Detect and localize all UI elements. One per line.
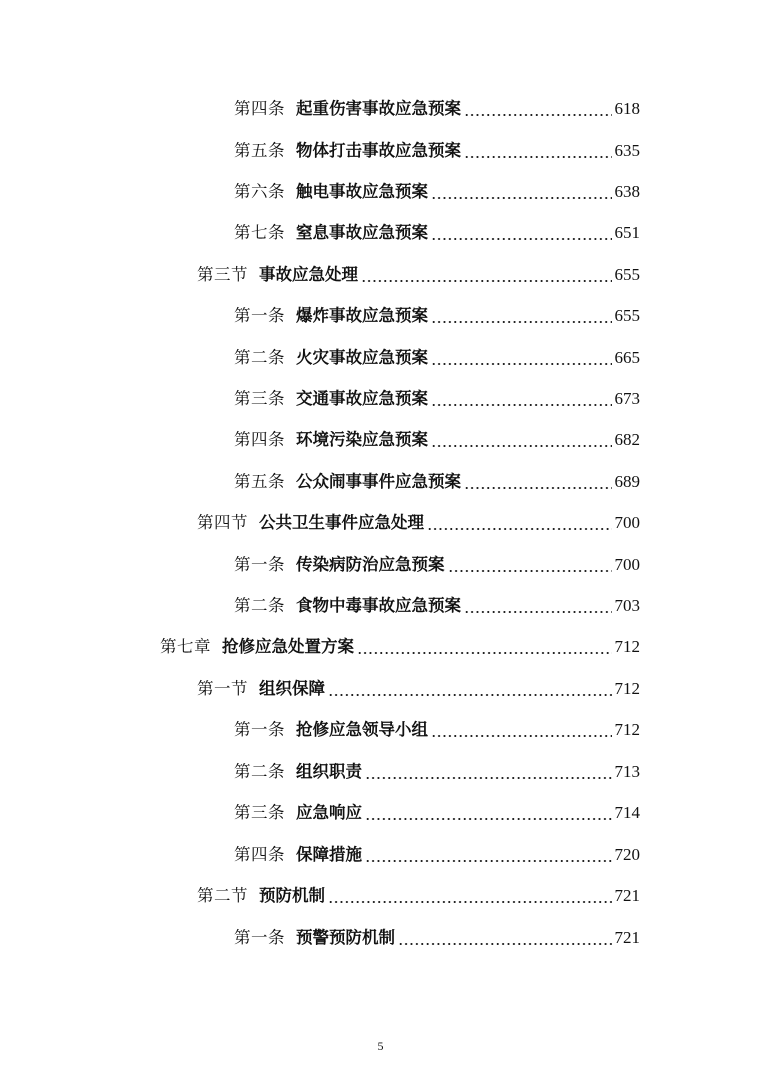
- entry-page: 618: [614, 99, 640, 118]
- entry-title: 触电事故应急预案: [296, 182, 428, 201]
- entry-title: 抢修应急处置方案: [222, 637, 354, 656]
- entry-number: 第三条: [234, 803, 285, 822]
- entry-page: 655: [614, 306, 640, 325]
- entry-number: 第四条: [234, 430, 285, 449]
- entry-page: 635: [614, 141, 640, 160]
- toc-entry[interactable]: [234, 96, 640, 122]
- toc-entry[interactable]: [197, 676, 640, 702]
- entry-page: 721: [614, 886, 640, 905]
- toc-entry[interactable]: [234, 717, 640, 743]
- entry-page: 689: [614, 472, 640, 491]
- entry-title: 公众闹事事件应急预案: [296, 472, 461, 491]
- entry-number: 第一节: [197, 679, 248, 698]
- dot-leader: [431, 444, 612, 448]
- toc-entry[interactable]: [234, 842, 640, 868]
- dot-leader: [328, 693, 612, 697]
- entry-page: 720: [614, 845, 640, 864]
- entry-number: 第二条: [234, 596, 285, 615]
- toc-entry[interactable]: [234, 386, 640, 412]
- entry-number: 第二条: [234, 762, 285, 781]
- toc-entry[interactable]: [234, 552, 640, 578]
- entry-page: 713: [614, 762, 640, 781]
- dot-leader: [365, 776, 612, 780]
- entry-page: 712: [614, 679, 640, 698]
- entry-title: 传染病防治应急预案: [296, 555, 445, 574]
- entry-number: 第三节: [197, 265, 248, 284]
- entry-number: 第二节: [197, 886, 248, 905]
- entry-number: 第三条: [234, 389, 285, 408]
- dot-leader: [427, 527, 612, 531]
- toc-entry[interactable]: [234, 925, 640, 951]
- entry-number: 第一条: [234, 555, 285, 574]
- entry-title: 保障措施: [296, 845, 362, 864]
- toc-entry[interactable]: [234, 469, 640, 495]
- entry-title: 组织保障: [259, 679, 325, 698]
- entry-page: 665: [614, 348, 640, 367]
- entry-number: 第二条: [234, 348, 285, 367]
- entry-title: 火灾事故应急预案: [296, 348, 428, 367]
- entry-page: 673: [614, 389, 640, 408]
- entry-page: 712: [614, 637, 640, 656]
- entry-page: 651: [614, 223, 640, 242]
- entry-title: 食物中毒事故应急预案: [296, 596, 461, 615]
- entry-number: 第五条: [234, 472, 285, 491]
- entry-number: 第四节: [197, 513, 248, 532]
- dot-leader: [464, 486, 612, 490]
- entry-number: 第四条: [234, 845, 285, 864]
- entry-page: 700: [614, 555, 640, 574]
- entry-number: 第七章: [160, 637, 211, 656]
- dot-leader: [365, 859, 612, 863]
- entry-title: 应急响应: [296, 803, 362, 822]
- toc-entry[interactable]: [234, 593, 640, 619]
- entry-title: 预防机制: [259, 886, 325, 905]
- entry-title: 预警预防机制: [296, 928, 395, 947]
- entry-page: 638: [614, 182, 640, 201]
- toc-entry[interactable]: [197, 510, 640, 536]
- dot-leader: [431, 362, 612, 366]
- toc-entry[interactable]: [234, 138, 640, 164]
- entry-number: 第四条: [234, 99, 285, 118]
- toc-entry[interactable]: [234, 220, 640, 246]
- entry-page: 714: [614, 803, 640, 822]
- entry-title: 起重伤害事故应急预案: [296, 99, 461, 118]
- toc-entry[interactable]: [234, 303, 640, 329]
- dot-leader: [398, 942, 612, 946]
- dot-leader: [357, 651, 612, 655]
- entry-page: 655: [614, 265, 640, 284]
- entry-title: 交通事故应急预案: [296, 389, 428, 408]
- dot-leader: [448, 569, 612, 573]
- dot-leader: [328, 900, 612, 904]
- dot-leader: [431, 237, 612, 241]
- dot-leader: [431, 403, 612, 407]
- dot-leader: [464, 610, 612, 614]
- dot-leader: [365, 817, 612, 821]
- toc-entry[interactable]: [234, 800, 640, 826]
- toc-entry[interactable]: [234, 759, 640, 785]
- entry-number: 第一条: [234, 720, 285, 739]
- dot-leader: [431, 734, 612, 738]
- entry-page: 712: [614, 720, 640, 739]
- entry-title: 抢修应急领导小组: [296, 720, 428, 739]
- entry-title: 爆炸事故应急预案: [296, 306, 428, 325]
- entry-number: 第七条: [234, 223, 285, 242]
- entry-number: 第一条: [234, 306, 285, 325]
- toc-entry[interactable]: [160, 634, 640, 660]
- entry-page: 703: [614, 596, 640, 615]
- entry-title: 组织职责: [296, 762, 362, 781]
- toc-entry[interactable]: [234, 345, 640, 371]
- entry-title: 公共卫生事件应急处理: [259, 513, 424, 532]
- entry-title: 环境污染应急预案: [296, 430, 428, 449]
- dot-leader: [464, 155, 612, 159]
- dot-leader: [464, 113, 612, 117]
- entry-number: 第六条: [234, 182, 285, 201]
- entry-page: 700: [614, 513, 640, 532]
- dot-leader: [361, 279, 612, 283]
- entry-title: 窒息事故应急预案: [296, 223, 428, 242]
- toc-entry[interactable]: [234, 179, 640, 205]
- entry-page: 721: [614, 928, 640, 947]
- toc-entry[interactable]: [197, 262, 640, 288]
- toc-entry[interactable]: [197, 883, 640, 909]
- entry-number: 第一条: [234, 928, 285, 947]
- entry-number: 第五条: [234, 141, 285, 160]
- entry-title: 事故应急处理: [259, 265, 358, 284]
- dot-leader: [431, 196, 612, 200]
- entry-title: 物体打击事故应急预案: [296, 141, 461, 160]
- dot-leader: [431, 320, 612, 324]
- toc-entry[interactable]: [234, 427, 640, 453]
- entry-page: 682: [614, 430, 640, 449]
- footer-page-number: 5: [377, 1039, 384, 1053]
